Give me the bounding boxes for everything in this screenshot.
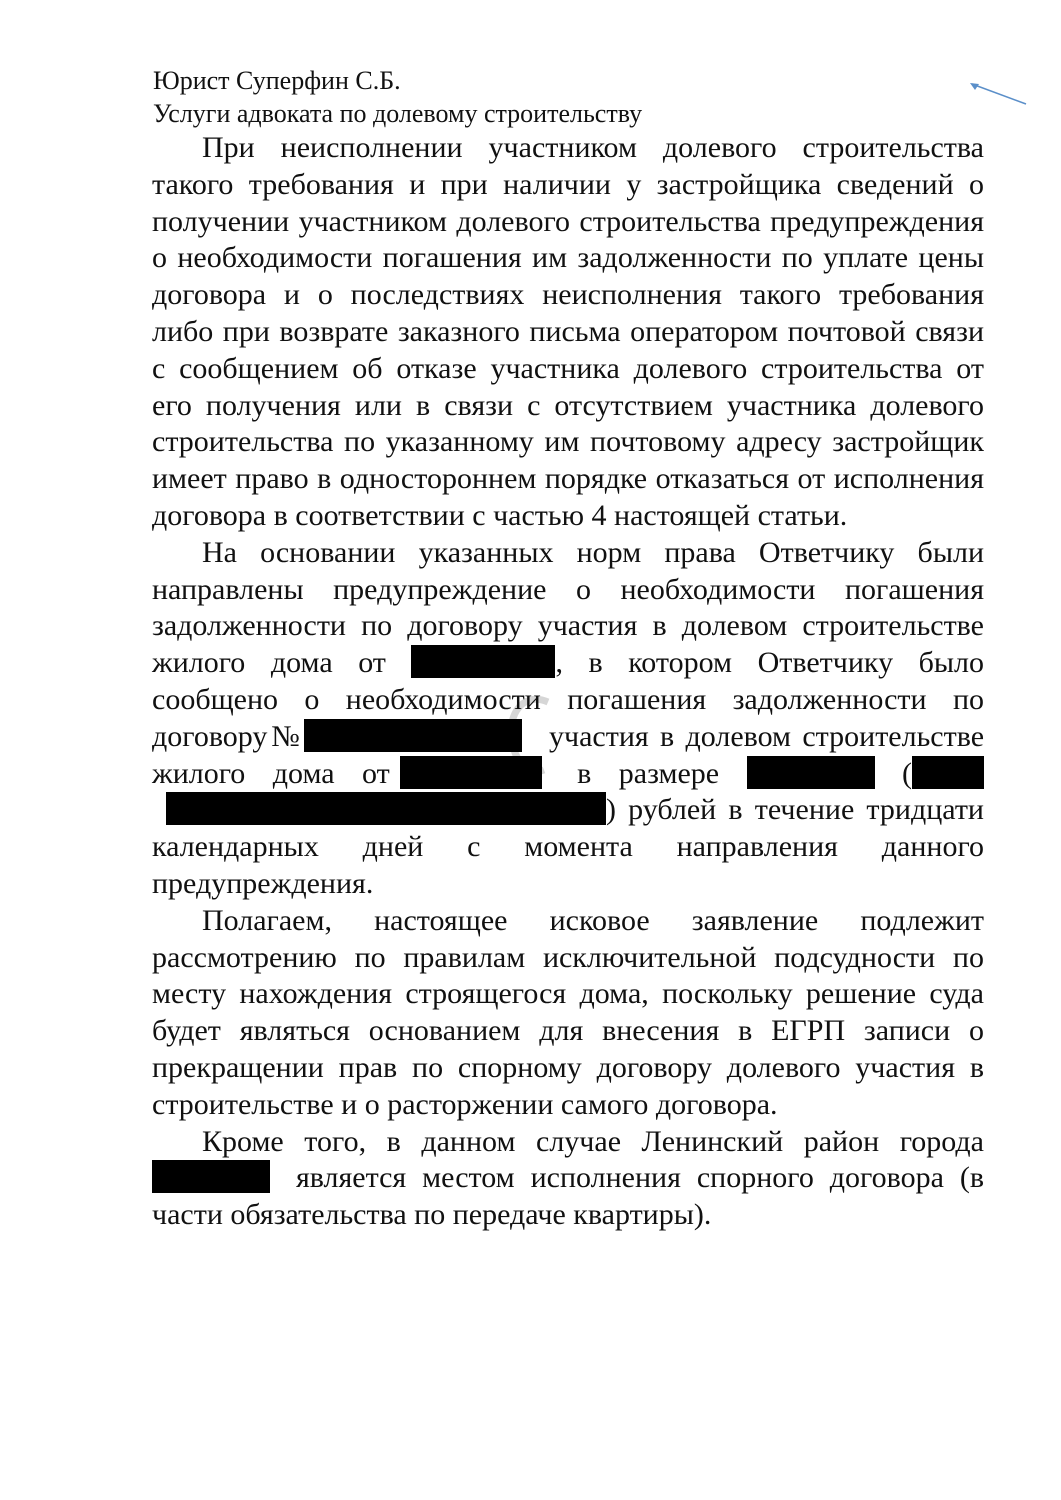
paragraph-4-part1: Кроме того, в данном случае Ленинский район города xyxy=(202,1124,984,1158)
redacted-city xyxy=(152,1160,270,1193)
document-header xyxy=(153,64,953,130)
paragraph-2-part1: На основании указанных норм права Ответчику были направлены предупреждение о необходимости погашения задолженности по договору участия в долевом строительстве жилого дома от xyxy=(152,535,984,680)
paragraph-2-part4: в размере xyxy=(577,756,720,790)
paragraph-3-text: Полагаем, настоящее исковое заявление подлежит рассмотрению по правилам исключительной подсудности по месту нахождения строящегося дома, поскольку решение суда будет являться основанием для внесения в ЕГРП записи о прекращении прав по спорному договору долевого участия в строительстве и о расторжении самого договора. xyxy=(152,903,984,1121)
paragraph-1-text: При неисполнении участником долевого строительства такого требования и при наличии у застройщика сведений о получении участником долевого строительства предупреждения о необходимости погашения им задолженности по уплате цены договора и о последствиях неисполнения такого требования либо при возврате заказного письма оператором почтовой связи с сообщением об отказе участника долевого строительства от его получения или в связи с отсутствием участника долевого строительства по указанному им почтовому адресу застройщик имеет право в одностороннем порядке отказаться от исполнения договора в соответствии с частью 4 настоящей статьи. xyxy=(152,131,984,532)
redacted-amount-words-1 xyxy=(912,756,984,789)
paragraph-3 xyxy=(152,903,984,1124)
redacted-contract-number xyxy=(304,719,522,752)
paragraph-4 xyxy=(152,1124,984,1234)
paragraph-2-part5: ( xyxy=(902,756,913,790)
paragraph-2-part6: ) рублей в течение тридцати календарных дней с момента направления данного предупреждения. xyxy=(152,793,984,900)
paragraph-2 xyxy=(152,535,984,903)
paragraph-2-part3: участия в долевом строительстве жилого дома от xyxy=(152,719,985,790)
redacted-amount xyxy=(747,756,875,789)
redacted-amount-words-2 xyxy=(166,792,606,825)
redacted-date-1 xyxy=(411,645,555,678)
redacted-date-2 xyxy=(400,756,542,789)
paragraph-2-part2: , в котором Ответчику было сообщено о необходимости погашения задолженности по договору№ xyxy=(152,646,985,753)
annotation-arrow-icon xyxy=(962,74,1032,114)
service-line: Услуги адвоката по долевому строительству xyxy=(153,99,643,128)
paragraph-1 xyxy=(152,130,984,535)
author-line: Юрист Суперфин С.Б. xyxy=(153,66,401,95)
document-body xyxy=(152,130,984,1234)
paragraph-4-part2: является местом исполнения спорного договора (в части обязательства по передаче квартиры). xyxy=(152,1161,985,1232)
